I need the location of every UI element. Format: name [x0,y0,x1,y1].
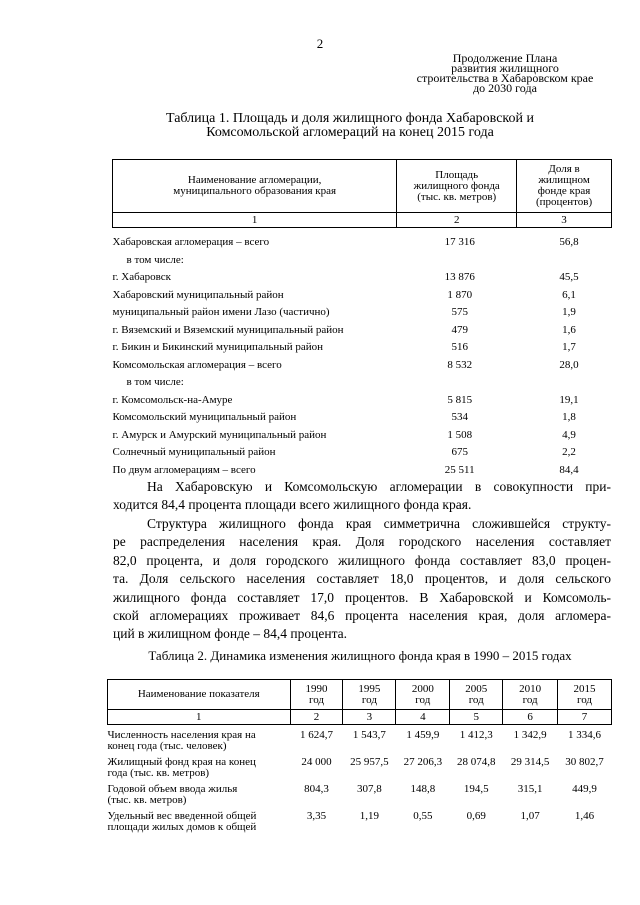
row-value: 0,55 [413,810,433,822]
row-value: 449,9 [572,783,597,795]
year-value: 1990 [305,682,328,695]
row-area [397,374,517,392]
continuation-line: до 2030 года [473,81,537,95]
row-name-line: конец года (тыс. человек) [107,740,227,752]
year-word: год [468,693,484,706]
row-name: По двум агломерациям – всего [112,463,256,476]
table-row [108,752,612,779]
row-value: 29 314,5 [510,756,550,768]
row-area: 1 870 [447,288,473,301]
table1-title-line: Комсомольской агломераций на конец 2015 года [206,125,494,140]
row-value: 1 342,9 [513,729,547,741]
row-area: 479 [451,323,468,336]
header-line: жилищном [538,174,590,186]
row-value: 194,5 [463,783,489,795]
continuation-line: Продолжение Плана [452,51,558,65]
column-number: 7 [558,710,612,725]
row-value: 148,8 [410,783,436,795]
table-row [113,304,612,322]
table1-column-numbers [113,213,612,228]
paragraph-line: та. Доля сельского населения составляет 18,0 процентов, и доля сельского [113,571,611,587]
continuation-note [395,53,615,93]
table1-title [110,112,590,140]
year-value: 1995 [358,682,381,695]
row-value: 27 206,3 [403,756,443,768]
row-area: 516 [451,341,468,354]
table-row [113,322,612,340]
header-line: муниципального образования края [173,185,337,197]
row-share: 4,9 [562,428,576,441]
column-number: 1 [113,213,397,228]
row-share: 1,9 [562,306,576,319]
row-name: в том числе: [126,253,184,266]
row-name-line: Численность населения края на [107,729,256,741]
table1-col3-header [517,160,612,213]
row-value: 1 624,7 [300,729,334,741]
table1-col1-header [113,160,397,213]
row-area: 5 815 [447,393,473,406]
row-name: Комсомольский муниципальный район [112,411,297,424]
row-value: 804,3 [304,783,329,795]
row-value: 0,69 [466,810,486,822]
year-value: 2005 [465,682,488,695]
row-name [108,779,291,806]
row-value: 24 000 [301,756,332,768]
table-row [108,725,612,753]
table-row [113,374,612,392]
header-line: (процентов) [535,196,593,208]
paragraph-housing-structure [113,515,611,644]
column-number: 3 [517,213,612,228]
row-name-line: площади жилых домов к общей [107,821,257,833]
year-header [343,680,396,710]
table-row [108,779,612,806]
table-row [113,444,612,462]
row-value: 307,8 [357,783,382,795]
row-name: г. Комсомольск-на-Амуре [112,393,233,406]
table-row [113,339,612,357]
row-area [397,252,517,270]
row-share: 56,8 [559,236,579,249]
row-name-line: года (тыс. кв. метров) [107,767,210,779]
column-number: 2 [397,213,517,228]
table2-col1-header: Наименование показателя [108,680,291,710]
year-word: год [415,693,431,706]
row-name [108,752,291,779]
row-area: 534 [451,411,468,424]
row-share: 1,6 [562,323,576,336]
paragraph-line: На Хабаровскую и Комсомольскую агломерации в совокупности при- [147,479,611,494]
row-value: 28 074,8 [456,756,496,768]
row-area: 17 316 [444,236,475,249]
paragraph-line: 82,0 процента, и доля городского жилищного фонда составляет 83,0 процен- [113,552,611,568]
paragraph-agglomerations-total [113,478,611,515]
column-number: 4 [396,710,450,725]
year-header [290,680,343,710]
year-word: год [522,693,538,706]
row-value: 1 334,6 [568,729,602,741]
row-share: 1,7 [562,341,576,354]
header-line: фонде края [537,185,591,197]
year-value: 2010 [519,682,542,695]
year-word: год [309,693,325,706]
year-value: 2000 [411,682,434,695]
row-name: Солнечный муниципальный район [112,446,276,459]
row-name: Хабаровская агломерация – всего [112,236,270,249]
year-word: год [361,693,377,706]
row-name [108,806,291,833]
row-share: 45,5 [559,271,579,284]
row-value: 30 802,7 [565,756,604,768]
row-name: Комсомольская агломерация – всего [112,358,282,371]
row-name: г. Бикин и Бикинский муниципальный район [112,341,323,354]
paragraph-line: ре распределения населения края. Доля городского населения составляет [113,534,611,550]
paragraph-line: ций в жилищном фонде – 84,4 процента. [113,626,348,642]
row-area: 1 508 [447,428,473,441]
row-name: муниципальный район имени Лазо (частично) [112,306,330,319]
table2 [107,679,612,833]
row-share: 84,4 [559,463,579,476]
row-value: 1,07 [520,810,540,822]
row-area: 13 876 [444,271,475,284]
table-row [108,806,612,833]
row-share: 28,0 [559,358,579,371]
table2-column-numbers [108,710,612,725]
row-area: 675 [451,446,468,459]
header-line: (тыс. кв. метров) [417,190,497,203]
column-number: 3 [343,710,396,725]
column-number: 6 [503,710,558,725]
header-line: Наименование агломерации, [187,174,322,186]
table-row [113,392,612,410]
row-share: 1,8 [562,411,576,424]
row-name: Хабаровский муниципальный район [112,288,284,301]
paragraph-line: ской агломерациях проживает 84,6 процента населения края, доля агломера- [113,608,611,624]
page-number: 2 [316,36,324,51]
table1 [112,159,612,479]
table-row [113,462,612,480]
row-name-line: (тыс. кв. метров) [107,794,187,806]
year-word: год [577,693,593,706]
row-value: 1,19 [359,810,380,822]
row-share [517,252,612,270]
row-name: г. Вяземский и Вяземский муниципальный район [112,323,344,336]
row-value: 1 412,3 [459,729,493,741]
table-row [113,269,612,287]
year-header [396,680,450,710]
column-number: 2 [290,710,343,725]
year-header [450,680,503,710]
row-share [517,374,612,392]
column-number: 1 [108,710,291,725]
row-name: г. Хабаровск [112,271,171,284]
paragraph-line: ходится 84,4 процента площади всего жилищного фонда края. [113,497,472,513]
header-line: Площадь [435,168,479,181]
row-value: 1 543,7 [352,729,386,741]
row-name-line: Годовой объем ввода жилья [107,783,238,795]
header-line: Доля в [548,163,580,175]
year-header [558,680,612,710]
row-value: 25 957,5 [350,756,389,768]
column-number: 5 [450,710,503,725]
table2-title: Таблица 2. Динамика изменения жилищного фонда края в 1990 – 2015 годах [148,648,572,663]
row-share: 2,2 [562,446,576,459]
table1-header-row [113,160,612,213]
row-value: 1 459,9 [406,729,440,741]
paragraph-line: Структура жилищного фонда края симметрична сложившейся структу- [147,516,611,531]
row-name-line: Удельный вес введенной общей [107,810,257,822]
row-name: г. Амурск и Амурский муниципальный район [112,428,327,441]
row-share: 19,1 [559,393,579,406]
year-header [503,680,558,710]
row-name: в том числе: [126,376,184,389]
row-value: 1,46 [574,810,595,822]
table2-header-row [108,680,612,710]
table-row [113,427,612,445]
continuation-line: строительства в Хабаровском крае [416,71,594,85]
row-value: 315,1 [517,783,543,795]
continuation-line: развития жилищного [451,61,559,75]
header-line: жилищного фонда [413,179,500,192]
paragraph-line: жилищного фонда составляет 17,0 процентов. В Хабаровской и Комсомоль- [113,589,611,605]
table-row [113,287,612,305]
row-name-line: Жилищный фонд края на конец [107,756,256,768]
row-name [108,725,291,753]
row-area: 25 511 [444,463,475,476]
table-row [113,409,612,427]
table1-title-line: Таблица 1. Площадь и доля жилищного фонда Хабаровской и [165,111,535,126]
table-row [113,357,612,375]
table-row [113,252,612,270]
table-row [113,234,612,252]
row-value: 3,35 [306,810,327,822]
row-area: 575 [451,306,468,319]
row-share: 6,1 [562,288,576,301]
row-area: 8 532 [447,358,473,371]
year-value: 2015 [573,682,596,695]
table1-col2-header [397,160,517,213]
